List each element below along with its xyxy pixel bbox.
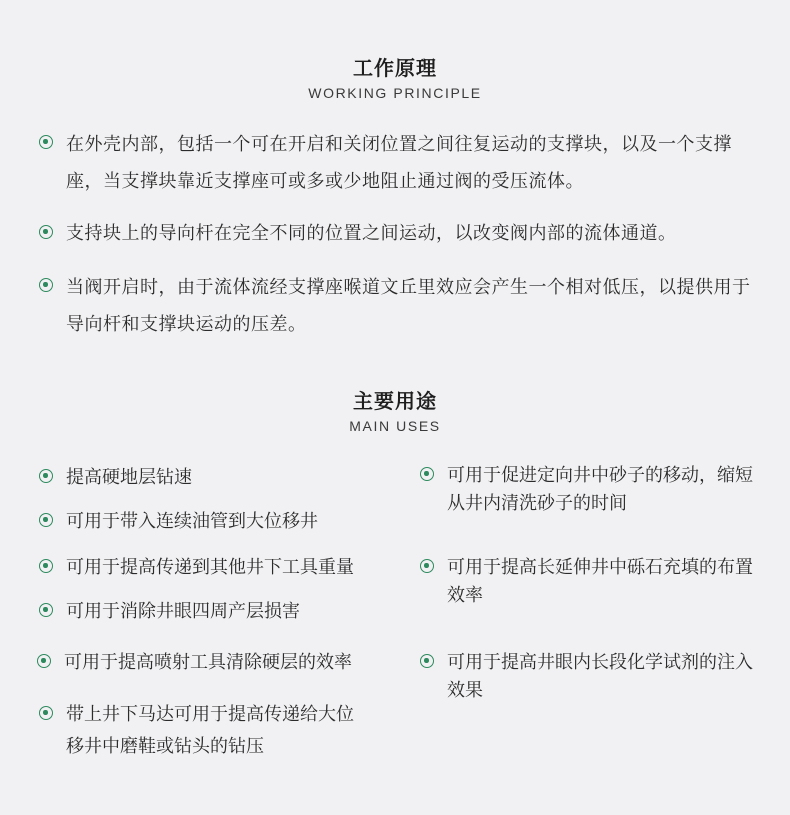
circle-dot-icon <box>420 654 434 668</box>
principle-heading <box>0 55 790 102</box>
circle-dot-icon <box>39 513 53 527</box>
use-item-text: 可用于提高长延伸井中砾石充填的布置效率 <box>447 557 753 606</box>
principle-item <box>39 273 754 343</box>
circle-dot-icon <box>39 603 53 617</box>
uses-title: 主要用途 <box>353 389 437 413</box>
principle-item-text: 当阀开启时，由于流体流经支撑座喉道文丘里效应会产生一个相对低压，以提供用于导向杆和支撑块运动的压差。 <box>66 277 751 335</box>
use-item-text: 可用于促进定向井中砂子的移动，缩短从井内清洗砂子的时间 <box>447 465 753 514</box>
principle-item-text: 在外壳内部，包括一个可在开启和关闭位置之间往复运动的支撑块，以及一个支撑座，当支撑块靠近支撑座可或多或少地阻止通过阀的受压流体。 <box>66 134 732 192</box>
use-item-text: 可用于带入连续油管到大位移井 <box>66 511 318 532</box>
circle-dot-icon <box>39 278 53 292</box>
use-item <box>37 649 399 677</box>
use-item-text: 提高硬地层钻速 <box>66 467 192 488</box>
circle-dot-icon <box>39 706 53 720</box>
circle-dot-icon <box>37 654 51 668</box>
uses-subtitle: MAIN USES <box>349 418 441 434</box>
use-item-text: 可用于提高井眼内长段化学试剂的注入效果 <box>447 652 753 701</box>
principle-item <box>39 220 754 248</box>
circle-dot-icon <box>420 467 434 481</box>
circle-dot-icon <box>39 559 53 573</box>
principle-title: 工作原理 <box>353 56 437 80</box>
use-item <box>39 464 399 492</box>
uses-heading <box>0 388 790 435</box>
use-item <box>420 462 755 518</box>
circle-dot-icon <box>39 225 53 239</box>
use-item <box>39 701 369 763</box>
use-item <box>420 554 755 610</box>
use-item-text: 可用于提高传递到其他井下工具重量 <box>66 557 354 578</box>
circle-dot-icon <box>420 559 434 573</box>
principle-item-text: 支持块上的导向杆在完全不同的位置之间运动，以改变阀内部的流体通道。 <box>66 223 677 244</box>
use-item-text: 可用于消除井眼四周产层损害 <box>66 601 300 622</box>
use-item-text: 可用于提高喷射工具清除硬层的效率 <box>64 652 352 673</box>
circle-dot-icon <box>39 135 53 149</box>
use-item <box>39 598 399 626</box>
principle-subtitle: WORKING PRINCIPLE <box>308 85 482 101</box>
circle-dot-icon <box>39 469 53 483</box>
use-item-text: 带上井下马达可用于提高传递给大位移井中磨鞋或钻头的钻压 <box>66 704 354 757</box>
use-item <box>420 649 755 705</box>
principle-item <box>39 130 754 200</box>
use-item <box>39 508 399 536</box>
use-item <box>39 554 399 582</box>
